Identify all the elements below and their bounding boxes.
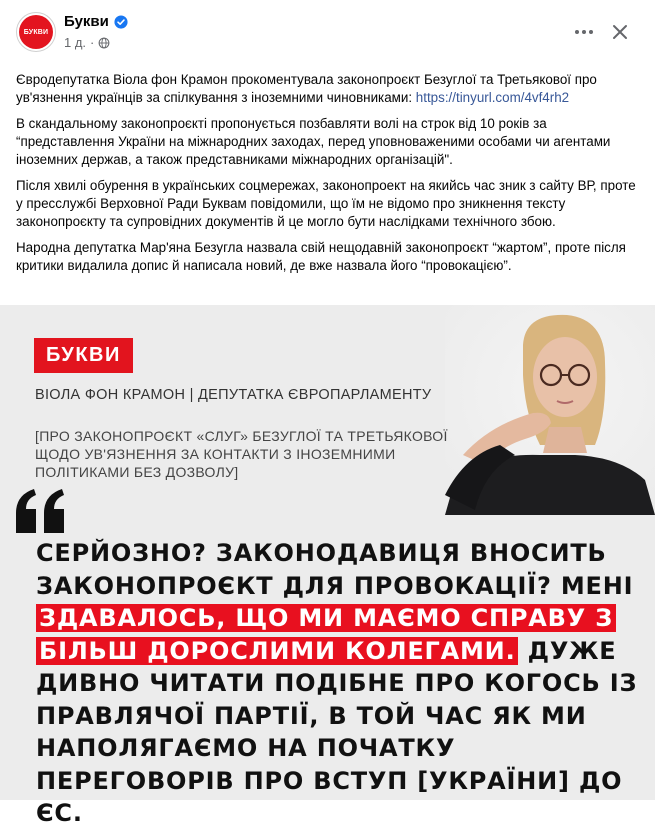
- meta-separator: ·: [90, 35, 95, 50]
- post-paragraph-4: Народна депутатка Мар'яна Безугла назвала свій нещодавній законопроєкт “жартом”, проте після критики видалила допис й написала новий, де вже назвала його “провокацією”.: [16, 240, 626, 273]
- quote-part-2: ДУЖЕ ДИВНО ЧИТАТИ ПОДІБНЕ ПРО КОГОСЬ ІЗ ПРАВЛЯЧОЇ ПАРТІЇ, В ТОЙ ЧАС ЯК МИ НАПОЛЯГАЄМО НА ПОЧАТКУ ПЕРЕГОВОРІВ ПРО ВСТУП [УКРАЇНИ] ДО ЄС.: [36, 636, 638, 827]
- quote-mark-icon: [10, 485, 70, 535]
- avatar-logo-text: БУКВИ: [23, 28, 49, 36]
- post-header: [0, 0, 655, 60]
- avatar-logo: [19, 15, 53, 49]
- brand-badge-text: БУКВИ: [46, 344, 121, 366]
- post-time[interactable]: 1 д.: [64, 35, 87, 50]
- quote-context: [ПРО ЗАКОНОПРОЄКТ «СЛУГ» БЕЗУГЛОЇ ТА ТРЕТЬЯКОВОЇ ЩОДО УВ'ЯЗНЕННЯ ЗА КОНТАКТИ З ІНОЗЕМНИМИ ПОЛІТИКАМИ БЕЗ ДОЗВОЛУ]: [35, 428, 448, 480]
- speaker-caption: ВІОЛА ФОН КРАМОН | ДЕПУТАТКА ЄВРОПАРЛАМЕНТУ: [35, 387, 432, 403]
- post-paragraph-1: [16, 71, 641, 107]
- verified-badge-icon: [114, 15, 128, 29]
- post-paragraph-3: Після хвилі обурення в українських соцмережах, законопроект на якийсь час зник з сайту ВР, проте у пресслужбі Верховної Ради Буквам повідомили, що їм не відомо про зникнення тексту законопроєкту та супровідних документів й це могло бути наслідками технічного збою.: [16, 178, 636, 229]
- post-meta: [64, 35, 110, 50]
- post-paragraph-2: В скандальному законопроєкті пропонується позбавляти волі на строк від 10 років за “представлення України на міжнародних заходах, перед уповноваженими особами чи агентами іноземних держав, а також представниками міжнародних організацій".: [16, 116, 611, 167]
- post-image[interactable]: [0, 305, 655, 827]
- quote-highlight: ЗДАВАЛОСЬ, ЩО МИ МАЄМО СПРАВУ З БІЛЬШ ДОРОСЛИМИ КОЛЕГАМИ.: [36, 604, 616, 665]
- close-icon: [612, 24, 628, 40]
- brand-badge: [34, 338, 133, 373]
- page-name-row: [64, 13, 128, 30]
- post-link[interactable]: https://tinyurl.com/4vf4rh2: [415, 90, 570, 105]
- page-name[interactable]: Букви: [64, 13, 109, 30]
- more-options-button[interactable]: [570, 18, 598, 46]
- quote-part-1: СЕРЙОЗНО? ЗАКОНОДАВИЦЯ ВНОСИТЬ ЗАКОНОПРОЄКТ ДЛЯ ПРОВОКАЦІЇ? МЕНІ: [36, 539, 634, 600]
- more-options-icon: [574, 29, 594, 35]
- page-avatar[interactable]: [16, 12, 56, 52]
- post-paragraph-1-text: Євродепутатка Віола фон Крамон прокоментувала законопроєкт Безуглої та Третьякової про ув'язнення українців за спілкування з іноземними чиновниками:: [16, 72, 597, 105]
- portrait-photo: [445, 305, 655, 515]
- post-text: [16, 71, 641, 283]
- close-button[interactable]: [606, 18, 634, 46]
- quote-text: [36, 537, 646, 830]
- globe-icon[interactable]: [98, 37, 110, 49]
